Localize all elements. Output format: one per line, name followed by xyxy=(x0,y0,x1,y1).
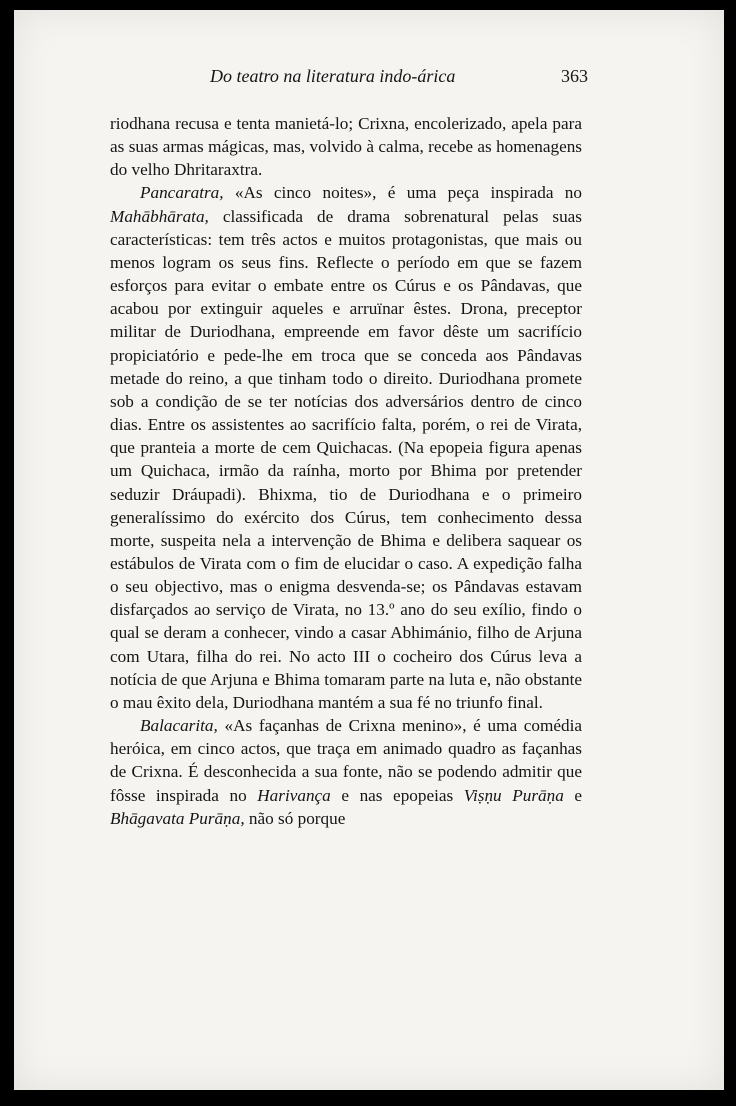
paragraph-text: «As façanhas de Crixna menino», é uma comédia heróica, em cinco actos, que traça em animado quadro as façanhas de Crixna. É desconhecida a sua fonte, não se podendo admitir que fôsse inspirada no xyxy=(110,716,582,805)
page-number: 363 xyxy=(561,66,588,86)
play-title-balacarita: Balacarita, xyxy=(140,716,218,736)
work-title-harivanca: Harivança xyxy=(257,785,331,805)
paragraph-text: «As cinco noites», é uma peça inspirada no xyxy=(223,183,582,203)
play-title-pancaratra: Pancaratra, xyxy=(140,183,224,203)
work-title-mahabharata: Mahābhārata, xyxy=(110,206,209,226)
body-text xyxy=(110,112,582,830)
paragraph-text: não só porque xyxy=(244,808,346,828)
paragraph-pancaratra xyxy=(110,181,582,714)
work-title-bhagavata-purana: Bhāgavata Purāṇa, xyxy=(110,808,245,828)
paragraph-continuation xyxy=(110,112,582,181)
work-title-vishnu-purana: Viṣṇu Purāṇa xyxy=(463,785,564,805)
running-title: Do teatro na literatura indo-árica xyxy=(210,66,456,86)
paragraph-text: riodhana recusa e tenta manietá-lo; Crixna, encolerizado, apela para as suas armas mágicas, mas, volvido à calma, recebe as homenagens do velho Dhritaraxtra. xyxy=(110,114,582,180)
paragraph-text: classificada de drama sobrenatural pelas suas características: tem três actos e muitos protagonistas, que mais ou menos logram os seus fins. Reflecte o período em que se fazem esforços para evitar o embate entre os Cúrus e os Pândavas, que acabou por extinguir aqueles e arruïnar êstes. Drona, preceptor militar de Duriodhana, empreende em favor dêste um sacrifício propiciatório e pede-lhe em troca que se conceda aos Pândavas metade do reino, a que tinham todo o direito. Duriodhana promete sob a condição de se ter notícias dos adversários dentro de cinco dias. Entre os assistentes ao sacrifício falta, porém, o rei de Virata, que pranteia a morte de cem Quichacas. (Na epopeia figura apenas um Quichaca, irmão da raínha, morto por Bhima por pretender seduzir Dráupadi). Bhixma, tio de Duriodhana e o primeiro generalíssimo do exército dos Cúrus, tem conhecimento dessa morte, suspeita nela a intervenção de Bhima e delibera saquear os estábulos de Virata com o fim de elucidar o caso. A expedição falha o seu objectivo, mas o enigma desvenda-se; os Pândavas estavam disfarçados ao serviço de Virata, no 13.º ano do seu exílio, findo o qual se deram a conhecer, vindo a casar Abhimánio, filho de Arjuna com Utara, filha do rei. No acto III o cocheiro dos Cúrus leva a notícia de que Arjuna e Bhima tomaram parte na luta e, não obstante o mau êxito dela, Duriodhana mantém a sua fé no triunfo final. xyxy=(110,206,582,712)
paragraph-text: e nas epopeias xyxy=(330,785,464,805)
paragraph-balacarita xyxy=(110,714,582,830)
page-header xyxy=(96,66,588,96)
paragraph-text: e xyxy=(563,785,583,805)
